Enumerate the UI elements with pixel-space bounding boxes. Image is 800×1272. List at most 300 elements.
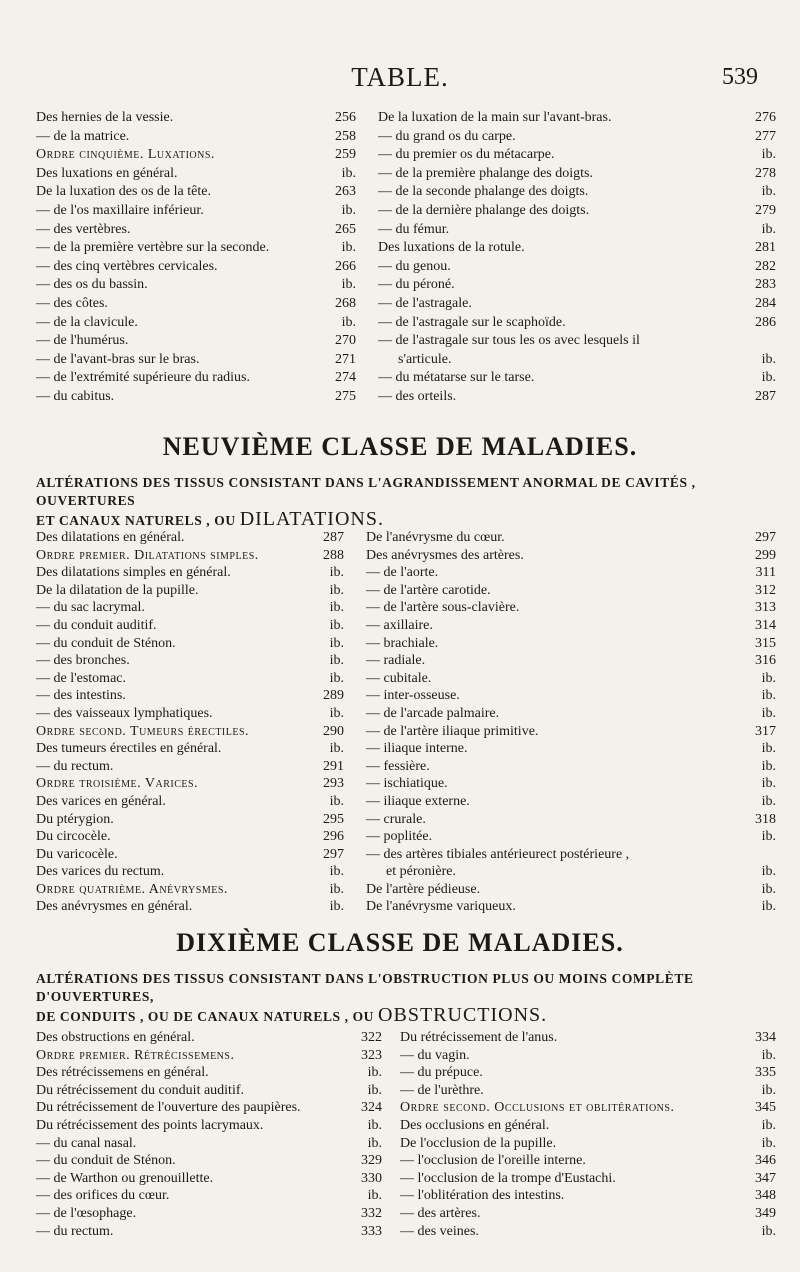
entry-page: ib.	[761, 184, 776, 200]
entry-title: — du rectum.	[36, 758, 114, 774]
index-entry	[36, 548, 344, 566]
entry-title: — de l'estomac.	[36, 670, 126, 686]
entry-page: 284	[755, 295, 776, 311]
entry-title: — de l'humérus.	[36, 333, 129, 349]
class-subtitle-ninth	[36, 474, 771, 530]
entry-page: 278	[755, 165, 776, 181]
entry-page: ib.	[761, 758, 776, 774]
index-entry	[36, 166, 356, 185]
index-entry	[378, 203, 776, 222]
entry-page: ib.	[341, 240, 356, 256]
index-entry	[36, 129, 356, 148]
entry-title: — de la dernière phalange des doigts.	[378, 202, 590, 218]
entry-title: — des artères.	[400, 1205, 481, 1221]
entry-page: ib.	[761, 688, 776, 704]
index-entry	[378, 222, 776, 241]
entry-page: ib.	[761, 741, 776, 757]
index-entry	[36, 741, 344, 759]
entry-page: ib.	[367, 1082, 382, 1098]
index-entry	[366, 688, 776, 706]
entry-page: ib.	[367, 1065, 382, 1081]
index-entry	[366, 653, 776, 671]
entry-title: — brachiale.	[366, 635, 439, 651]
index-entry	[378, 147, 776, 166]
index-entry	[366, 583, 776, 601]
entry-page: 289	[323, 688, 344, 704]
entry-title: — des cinq vertèbres cervicales.	[36, 258, 218, 274]
entry-title: — du fémur.	[378, 221, 450, 237]
entry-title: De l'anévrysme variqueux.	[366, 899, 516, 915]
entry-title: De la luxation des os de la tête.	[36, 184, 211, 200]
index-entry	[36, 864, 344, 882]
entry-title: — du conduit de Sténon.	[36, 1153, 176, 1169]
entry-page: 281	[755, 240, 776, 256]
entry-page: 346	[755, 1153, 776, 1169]
entry-title: Des anévrysmes des artères.	[366, 547, 524, 563]
entry-page: ib.	[329, 582, 344, 598]
class-heading-tenth: DIXIÈME CLASSE DE MALADIES.	[176, 928, 624, 957]
index-entry	[378, 277, 776, 296]
index-entry	[36, 352, 356, 371]
entry-title: Ordre quatrième. Anévrysmes.	[36, 881, 228, 897]
entry-page: ib.	[761, 351, 776, 367]
entry-title: Des anévrysmes en général.	[36, 899, 193, 915]
entry-page: ib.	[329, 793, 344, 809]
entry-title: — de l'œsophage.	[36, 1205, 137, 1221]
luxations-index	[36, 110, 776, 408]
entry-title: — des vertèbres.	[36, 221, 131, 237]
entry-title: — des veines.	[400, 1223, 479, 1239]
index-entry	[400, 1136, 776, 1154]
entry-title: Des tumeurs érectiles en général.	[36, 741, 222, 757]
entry-title: Du rétrécissement du conduit auditif.	[36, 1082, 244, 1098]
entry-title: s'articule.	[398, 351, 452, 367]
entry-page: ib.	[761, 899, 776, 915]
entry-page: 276	[755, 110, 776, 125]
entry-title: — fessière.	[366, 758, 430, 774]
entry-title: — poplitée.	[366, 829, 433, 845]
index-column-right	[378, 110, 776, 408]
index-entry	[366, 741, 776, 759]
entry-title: — du canal nasal.	[36, 1135, 137, 1151]
entry-title: — du vagin.	[400, 1047, 470, 1063]
index-entry	[36, 600, 344, 618]
entry-page: 268	[335, 295, 356, 311]
entry-title: De l'artère pédieuse.	[366, 881, 481, 897]
entry-title: — de l'arcade palmaire.	[366, 705, 500, 721]
entry-page: 329	[361, 1153, 382, 1169]
entry-title: — de l'aorte.	[366, 565, 439, 581]
index-entry	[36, 724, 344, 742]
entry-page: ib.	[329, 881, 344, 897]
entry-title: — axillaire.	[366, 617, 433, 633]
index-entry	[400, 1188, 776, 1206]
index-entry	[36, 688, 344, 706]
entry-title: — de l'astragale.	[378, 295, 472, 311]
entry-title: — radiale.	[366, 653, 426, 669]
index-entry	[36, 1048, 382, 1066]
entry-page: ib.	[341, 277, 356, 293]
index-entry	[36, 583, 344, 601]
running-title: TABLE.	[351, 62, 449, 92]
entry-page: 293	[323, 776, 344, 792]
page-header	[0, 62, 800, 92]
entry-title: — des os du bassin.	[36, 277, 148, 293]
entry-title: Des dilatations en général.	[36, 530, 185, 545]
entry-page: ib.	[761, 829, 776, 845]
entry-title: Ordre premier. Dilatations simples.	[36, 547, 259, 563]
entry-title: Du circocèle.	[36, 829, 111, 845]
entry-page: ib.	[761, 1135, 776, 1151]
entry-page: 256	[335, 110, 356, 125]
entry-page: ib.	[329, 741, 344, 757]
entry-title: — du péroné.	[378, 277, 455, 293]
index-entry	[366, 618, 776, 636]
entry-title: Ordre troisième. Varices.	[36, 776, 199, 792]
index-entry	[36, 370, 356, 389]
index-entry	[366, 882, 776, 900]
entry-page: 299	[755, 547, 776, 563]
index-entry	[36, 277, 356, 296]
entry-page: ib.	[761, 147, 776, 163]
index-entry	[36, 899, 344, 917]
entry-page: 324	[361, 1100, 382, 1116]
entry-page: 347	[755, 1170, 776, 1186]
index-entry	[378, 333, 776, 352]
entry-page: 318	[755, 811, 776, 827]
entry-page: 334	[755, 1030, 776, 1045]
class-subtitle-keyword: OBSTRUCTIONS.	[378, 1004, 548, 1026]
index-entry	[36, 530, 344, 548]
entry-page: 345	[755, 1100, 776, 1116]
entry-title: — de Warthon ou grenouillette.	[36, 1170, 214, 1186]
entry-title: — des orifices du cœur.	[36, 1188, 170, 1204]
entry-page: 314	[755, 617, 776, 633]
entry-title: Ordre cinquième. Luxations.	[36, 147, 215, 163]
entry-page: ib.	[761, 864, 776, 880]
entry-title: — du rectum.	[36, 1223, 114, 1239]
index-entry	[36, 812, 344, 830]
entry-page: ib.	[329, 617, 344, 633]
index-entry	[378, 370, 776, 389]
entry-title: — ischiatique.	[366, 776, 448, 792]
entry-page: ib.	[329, 600, 344, 616]
entry-title: — de l'artère iliaque primitive.	[366, 723, 539, 739]
index-entry	[36, 618, 344, 636]
entry-page: ib.	[761, 221, 776, 237]
entry-page: ib.	[761, 670, 776, 686]
entry-title: Des obstructions en général.	[36, 1030, 195, 1045]
index-entry	[36, 565, 344, 583]
index-entry	[36, 1206, 382, 1224]
entry-page: ib.	[329, 670, 344, 686]
entry-title: Ordre premier. Rétrécissemens.	[36, 1047, 235, 1063]
index-column-left	[36, 110, 356, 408]
index-entry	[378, 259, 776, 278]
index-entry	[366, 530, 776, 548]
entry-page: ib.	[341, 314, 356, 330]
index-entry	[400, 1065, 776, 1083]
index-entry	[366, 829, 776, 847]
entry-title: — l'occlusion de la trompe d'Eustachi.	[400, 1170, 616, 1186]
index-entry	[36, 671, 344, 689]
index-entry	[400, 1206, 776, 1224]
entry-page: 265	[335, 221, 356, 237]
dilatations-index	[36, 530, 776, 917]
entry-title: Du ptérygion.	[36, 811, 114, 827]
index-entry	[36, 1224, 382, 1242]
index-entry	[378, 184, 776, 203]
index-entry	[378, 352, 776, 371]
index-entry	[400, 1118, 776, 1136]
index-entry	[36, 776, 344, 794]
entry-title: Des rétrécissemens en général.	[36, 1065, 209, 1081]
index-entry	[36, 759, 344, 777]
entry-title: — des bronches.	[36, 653, 130, 669]
entry-page: 270	[335, 333, 356, 349]
index-column-left	[36, 1030, 382, 1241]
class-subtitle-line: ET CANAUX NATURELS , OU	[36, 513, 236, 528]
entry-title: — de l'avant-bras sur le bras.	[36, 351, 200, 367]
index-column-left	[36, 530, 344, 917]
index-entry	[400, 1171, 776, 1189]
entry-title: — du cabitus.	[36, 388, 115, 404]
entry-page: ib.	[761, 370, 776, 386]
entry-title: — du sac lacrymal.	[36, 600, 145, 616]
index-entry	[400, 1083, 776, 1101]
entry-title: — de l'os maxillaire inférieur.	[36, 202, 204, 218]
index-entry	[378, 240, 776, 259]
entry-title: — iliaque externe.	[366, 793, 470, 809]
index-entry	[400, 1153, 776, 1171]
class-subtitle-line: DE CONDUITS , OU DE CANAUX NATURELS , OU	[36, 1009, 375, 1024]
entry-title: et péronière.	[386, 864, 456, 880]
page-number: 539	[722, 64, 758, 90]
index-entry	[366, 776, 776, 794]
index-entry	[378, 110, 776, 129]
index-entry	[366, 706, 776, 724]
entry-page: 282	[755, 258, 776, 274]
entry-page: 313	[755, 600, 776, 616]
entry-title: — de la première phalange des doigts.	[378, 165, 593, 181]
entry-title: — des artères tibiales antérieurect postérieure ,	[366, 846, 630, 862]
index-entry	[36, 653, 344, 671]
index-entry	[400, 1030, 776, 1048]
index-entry	[36, 110, 356, 129]
entry-page: 317	[755, 723, 776, 739]
entry-page: 295	[323, 811, 344, 827]
obstructions-index	[36, 1030, 776, 1241]
index-entry	[366, 636, 776, 654]
index-column-right	[400, 1030, 776, 1241]
index-entry	[366, 565, 776, 583]
entry-title: Des hernies de la vessie.	[36, 110, 174, 125]
entry-title: — du premier os du métacarpe.	[378, 147, 555, 163]
entry-page: 348	[755, 1188, 776, 1204]
entry-page: 311	[755, 565, 776, 581]
index-entry	[36, 794, 344, 812]
index-entry	[36, 389, 356, 408]
entry-page: 283	[755, 277, 776, 293]
entry-page: ib.	[329, 565, 344, 581]
entry-page: 335	[755, 1065, 776, 1081]
entry-page: ib.	[761, 1117, 776, 1133]
index-entry	[36, 847, 344, 865]
index-entry	[36, 882, 344, 900]
index-entry	[36, 1100, 382, 1118]
entry-page: ib.	[329, 899, 344, 915]
entry-title: De la dilatation de la pupille.	[36, 582, 199, 598]
entry-page: ib.	[329, 635, 344, 651]
entry-title: — de la seconde phalange des doigts.	[378, 184, 589, 200]
index-entry	[366, 671, 776, 689]
entry-title: — du métatarse sur le tarse.	[378, 370, 535, 386]
index-entry	[36, 184, 356, 203]
entry-page: 266	[335, 258, 356, 274]
entry-page: ib.	[367, 1188, 382, 1204]
index-entry	[400, 1048, 776, 1066]
index-entry	[36, 147, 356, 166]
entry-title: — des vaisseaux lymphatiques.	[36, 705, 213, 721]
entry-title: — de l'artère sous-clavière.	[366, 600, 520, 616]
entry-page: 349	[755, 1205, 776, 1221]
entry-page: ib.	[761, 881, 776, 897]
entry-title: — des orteils.	[378, 388, 457, 404]
entry-page: 291	[323, 758, 344, 774]
entry-title: — de l'astragale sur le scaphoïde.	[378, 314, 566, 330]
index-entry	[366, 759, 776, 777]
entry-title: — de la première vertèbre sur la seconde.	[36, 240, 270, 256]
index-entry	[36, 1030, 382, 1048]
index-column-right	[366, 530, 776, 917]
entry-title: De l'anévrysme du cœur.	[366, 530, 505, 545]
entry-page: 332	[361, 1205, 382, 1221]
entry-title: — iliaque interne.	[366, 741, 468, 757]
class-subtitle-tenth	[36, 970, 771, 1026]
entry-title: — crurale.	[366, 811, 426, 827]
index-entry	[366, 600, 776, 618]
index-entry	[378, 389, 776, 408]
entry-page: 297	[323, 846, 344, 862]
entry-title: — de l'urèthre.	[400, 1082, 484, 1098]
entry-page: 277	[755, 128, 776, 144]
entry-title: Des varices en général.	[36, 793, 166, 809]
entry-page: 259	[335, 147, 356, 163]
entry-page: ib.	[367, 1135, 382, 1151]
entry-page: ib.	[329, 653, 344, 669]
entry-title: — de l'artère carotide.	[366, 582, 491, 598]
entry-title: Des dilatations simples en général.	[36, 565, 231, 581]
index-entry	[366, 794, 776, 812]
entry-page: ib.	[329, 705, 344, 721]
entry-title: Ordre second. Tumeurs érectiles.	[36, 723, 250, 739]
class-subtitle-line: ALTÉRATIONS DES TISSUS CONSISTANT DANS L'AGRANDISSEMENT ANORMAL DE CAVITÉS , OUVERTURES	[36, 475, 696, 508]
index-entry	[366, 724, 776, 742]
entry-page: 287	[323, 530, 344, 545]
entry-page: 323	[361, 1047, 382, 1063]
index-entry	[36, 829, 344, 847]
entry-page: 315	[755, 635, 776, 651]
entry-page: ib.	[341, 202, 356, 218]
entry-page: ib.	[367, 1117, 382, 1133]
index-entry	[36, 1153, 382, 1171]
entry-title: Ordre second. Occlusions et oblitérations.	[400, 1100, 675, 1116]
index-entry	[400, 1224, 776, 1242]
entry-title: — du prépuce.	[400, 1065, 483, 1081]
entry-page: 330	[361, 1170, 382, 1186]
entry-title: Des luxations de la rotule.	[378, 240, 525, 256]
entry-page: 296	[323, 829, 344, 845]
entry-page: 297	[755, 530, 776, 545]
index-entry	[36, 333, 356, 352]
entry-title: — de la matrice.	[36, 128, 130, 144]
entry-page: 288	[323, 547, 344, 563]
index-entry	[36, 240, 356, 259]
entry-title: — du grand os du carpe.	[378, 128, 516, 144]
entry-page: 274	[335, 370, 356, 386]
index-entry	[378, 296, 776, 315]
index-entry	[378, 315, 776, 334]
index-entry	[366, 847, 776, 865]
entry-title: — de la clavicule.	[36, 314, 138, 330]
entry-page: ib.	[761, 1047, 776, 1063]
entry-title: Du rétrécissement de l'anus.	[400, 1030, 558, 1045]
index-entry	[36, 296, 356, 315]
entry-title: — l'occlusion de l'oreille interne.	[400, 1153, 586, 1169]
entry-page: 275	[335, 388, 356, 404]
entry-title: — des côtes.	[36, 295, 108, 311]
entry-title: — l'oblitération des intestins.	[400, 1188, 565, 1204]
entry-page: 322	[361, 1030, 382, 1045]
index-entry	[366, 812, 776, 830]
entry-page: ib.	[761, 793, 776, 809]
entry-page: ib.	[761, 1082, 776, 1098]
index-entry	[36, 1083, 382, 1101]
index-entry	[400, 1100, 776, 1118]
entry-title: Des varices du rectum.	[36, 864, 165, 880]
index-entry	[36, 222, 356, 241]
index-entry	[366, 864, 776, 882]
index-entry	[36, 1136, 382, 1154]
entry-page: ib.	[341, 165, 356, 181]
entry-page: 287	[755, 388, 776, 404]
class-subtitle-keyword: DILATATIONS.	[239, 508, 384, 530]
entry-page: ib.	[329, 864, 344, 880]
entry-title: — cubitale.	[366, 670, 432, 686]
index-entry	[366, 899, 776, 917]
entry-page: 279	[755, 202, 776, 218]
index-entry	[378, 129, 776, 148]
entry-title: — du genou.	[378, 258, 451, 274]
entry-page: 263	[335, 184, 356, 200]
index-entry	[36, 636, 344, 654]
entry-page: 286	[755, 314, 776, 330]
entry-title: Du rétrécissement des points lacrymaux.	[36, 1117, 264, 1133]
index-entry	[36, 259, 356, 278]
index-entry	[36, 1188, 382, 1206]
entry-title: Du varicocèle.	[36, 846, 118, 862]
entry-title: — du conduit auditif.	[36, 617, 157, 633]
entry-title: — inter-osseuse.	[366, 688, 460, 704]
index-entry	[366, 548, 776, 566]
class-heading-ninth: NEUVIÈME CLASSE DE MALADIES.	[162, 432, 638, 461]
entry-page: 271	[335, 351, 356, 367]
index-entry	[36, 203, 356, 222]
entry-page: 333	[361, 1223, 382, 1239]
index-entry	[36, 1171, 382, 1189]
entry-title: — des intestins.	[36, 688, 126, 704]
entry-page: 316	[755, 653, 776, 669]
